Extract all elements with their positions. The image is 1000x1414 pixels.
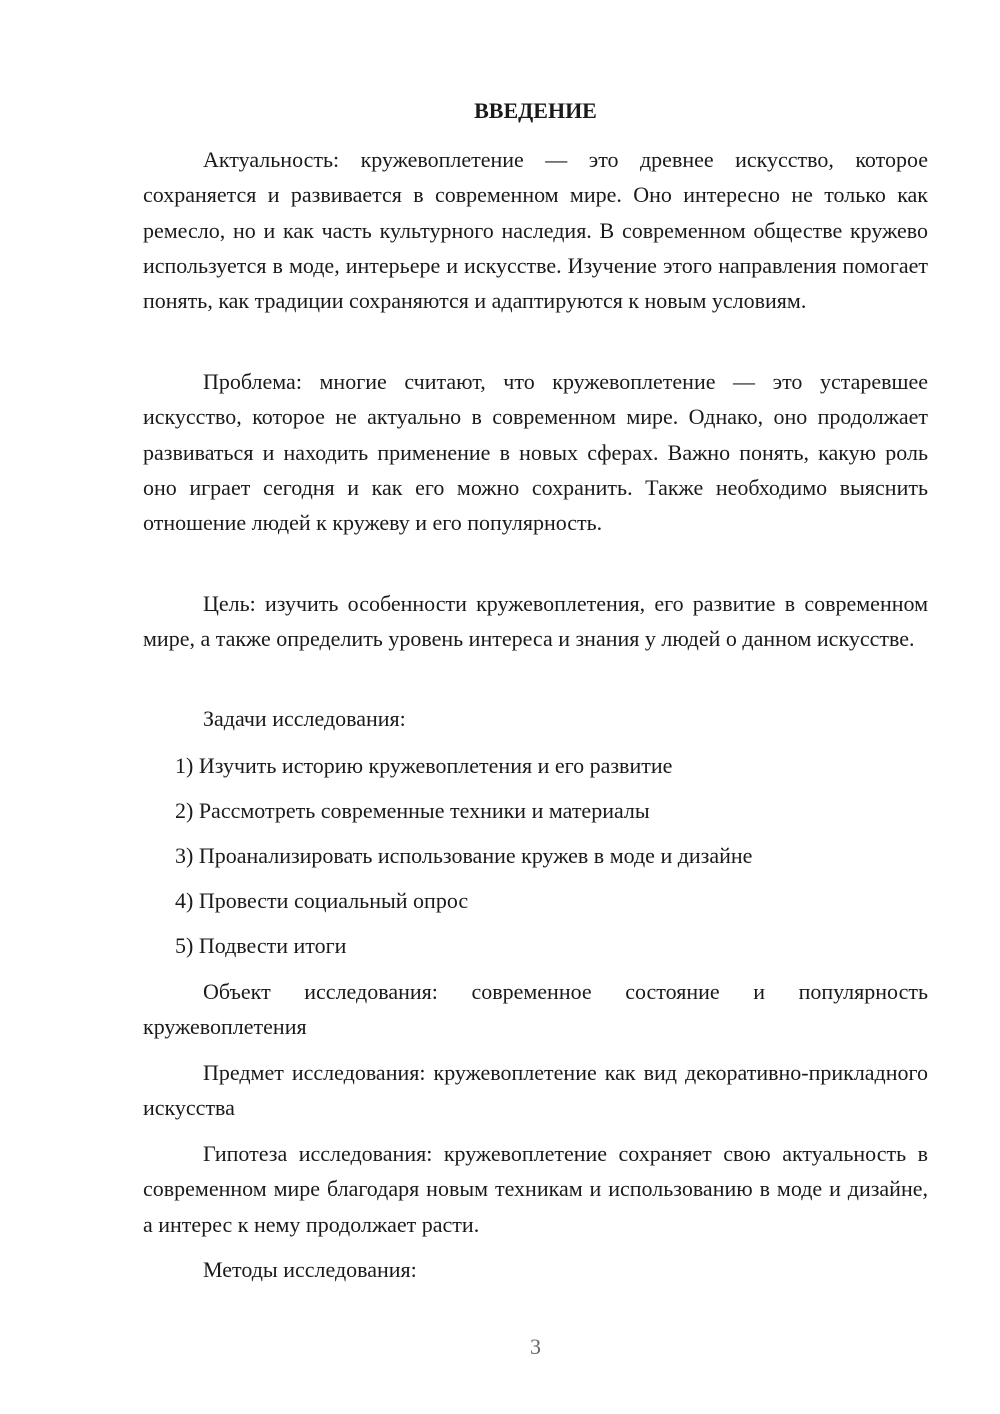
task-item-4: 4) Провести социальный опрос <box>175 888 469 913</box>
task-item-1: 1) Изучить историю кружевоплетения и его развитие <box>175 753 673 778</box>
page-number: 3 <box>530 1334 541 1359</box>
paragraph-relevance: Актуальность: кружевоплетение — это древнее искусство, которое сохраняется и развивается в современном мире. Оно интересно не только как ремесло, но и как часть культурного наследия. В современном обществе кружево используется в моде, интерьере и искусстве. Изучение этого направления помогает понять, как традиции сохраняются и адаптируются к новым условиям. <box>143 147 928 314</box>
methods-heading: Методы исследования: <box>203 1257 417 1282</box>
task-item-5: 5) Подвести итоги <box>175 933 347 958</box>
document-page <box>143 0 928 1414</box>
task-item-3: 3) Проанализировать использование кружев в моде и дизайне <box>175 843 753 868</box>
page-title: ВВЕДЕНИЕ <box>474 98 597 123</box>
paragraph-hypothesis: Гипотеза исследования: кружевоплетение сохраняет свою актуальность в современном мире благодаря новым техникам и использованию в моде и дизайне, а интерес к нему продолжает расти. <box>143 1141 928 1237</box>
paragraph-object: Объект исследования: современное состояние и популярность кружевоплетения <box>143 979 928 1040</box>
tasks-heading: Задачи исследования: <box>203 706 406 731</box>
paragraph-subject: Предмет исследования: кружевоплетение как вид декоративно-прикладного искусства <box>143 1060 928 1121</box>
paragraph-goal: Цель: изучить особенности кружевоплетения, его развитие в современном мире, а также определить уровень интереса и знания у людей о данном искусстве. <box>143 591 928 652</box>
paragraph-problem: Проблема: многие считают, что кружевоплетение — это устаревшее искусство, которое не актуально в современном мире. Однако, оно продолжает развиваться и находить применение в новых сферах. Важно понять, какую роль оно играет сегодня и как его можно сохранить. Также необходимо выяснить отношение людей к кружеву и его популярность. <box>143 369 928 536</box>
task-item-2: 2) Рассмотреть современные техники и материалы <box>175 798 650 823</box>
